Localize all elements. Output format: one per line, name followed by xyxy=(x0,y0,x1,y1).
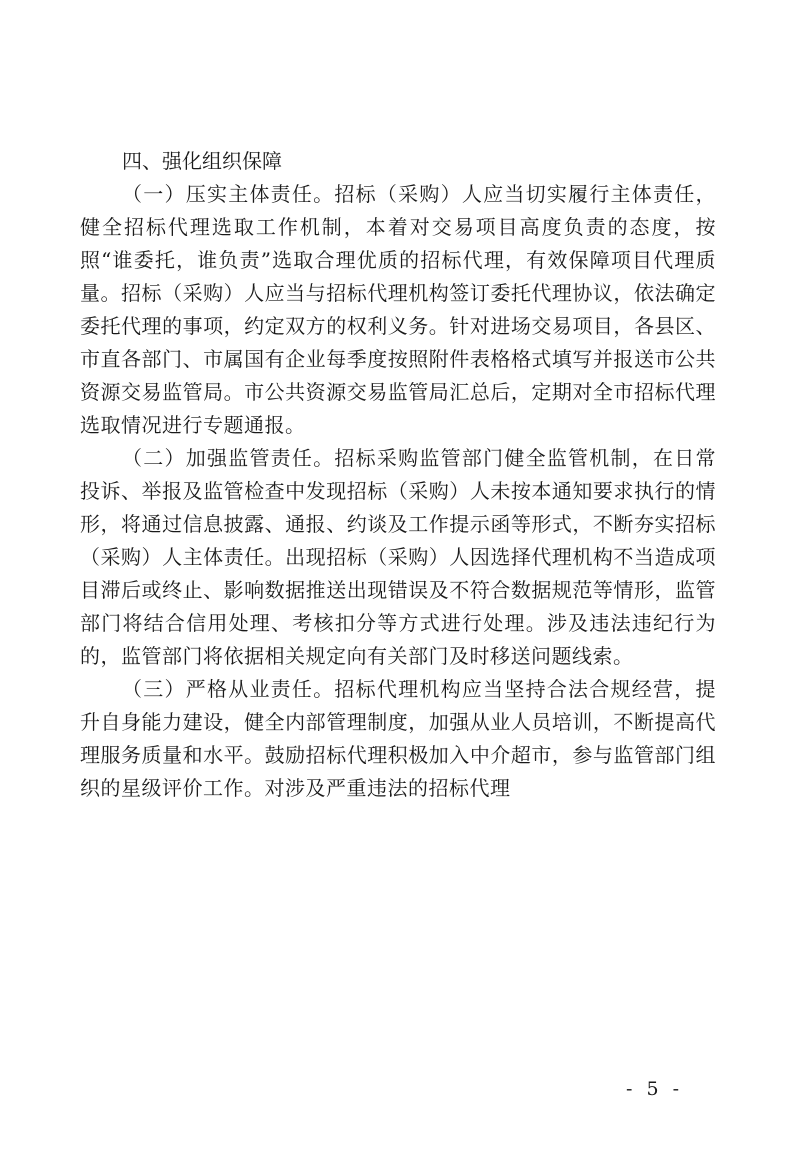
paragraph-2: （二）加强监管责任。招标采购监管部门健全监管机制，在日常投诉、举报及监管检查中发现招标（采购）人未按本通知要求执行的情形，将通过信息披露、通报、约谈及工作提示函等形式，不断夯实招标（采购）人主体责任。出现招标（采购）人因选择代理机构不当造成项目滞后或终止、影响数据推送出现错误及不符合数据规范等情形，监管部门将结合信用处理、考核扣分等方式进行处理。涉及违法违纪行为的，监管部门将依据相关规定向有关部门及时移送问题线索。 xyxy=(80,446,716,668)
document-body xyxy=(80,145,716,805)
paragraph-1: （一）压实主体责任。招标（采购）人应当切实履行主体责任，健全招标代理选取工作机制，本着对交易项目高度负责的态度，按照“谁委托，谁负责”选取合理优质的招标代理，有效保障项目代理质量。招标（采购）人应当与招标代理机构签订委托代理协议，依法确定委托代理的事项，约定双方的权利义务。针对进场交易项目，各县区、市直各部门、市属国有企业每季度按照附件表格格式填写并报送市公共资源交易监管局。市公共资源交易监管局汇总后，定期对全市招标代理选取情况进行专题通报。 xyxy=(80,182,716,437)
paragraph-3: （三）严格从业责任。招标代理机构应当坚持合法合规经营，提升自身能力建设，健全内部管理制度，加强从业人员培训，不断提高代理服务质量和水平。鼓励招标代理积极加入中介超市，参与监管部门组织的星级评价工作。对涉及严重违法的招标代理 xyxy=(80,677,716,800)
section-heading: 四、强化组织保障 xyxy=(122,149,282,173)
page-number: - 5 - xyxy=(626,1078,684,1100)
